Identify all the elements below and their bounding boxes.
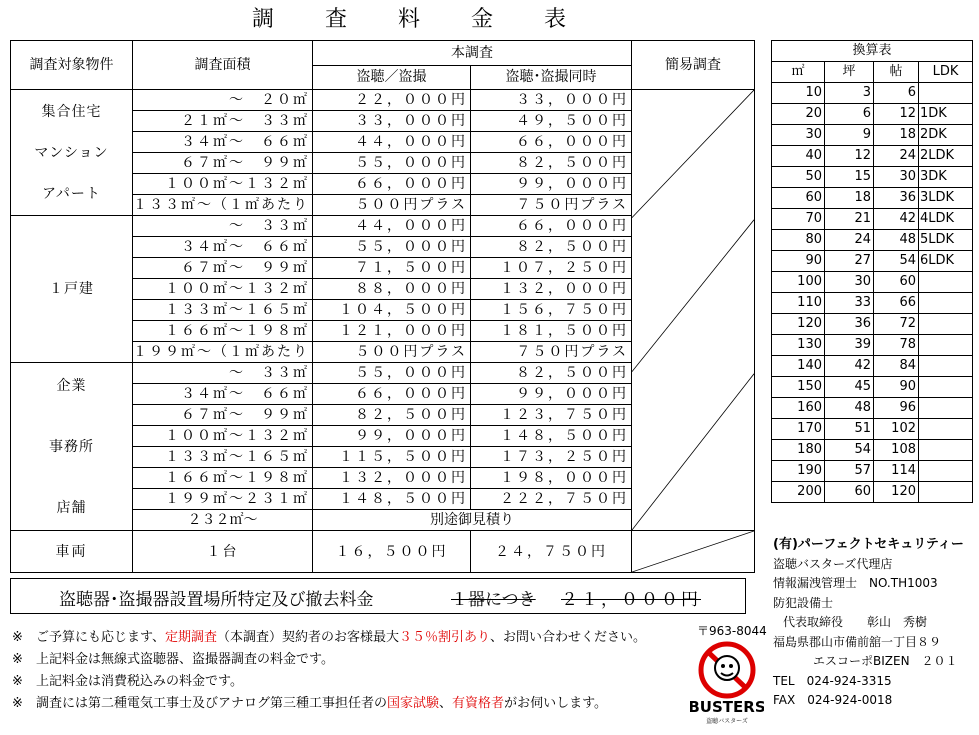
cell-price1: ２２，０００円	[313, 90, 471, 111]
notes	[12, 627, 646, 715]
cell-price2: ８２，５００円	[471, 363, 632, 384]
cell-price2: ７５０円プラス	[471, 342, 632, 363]
conversion-row	[772, 125, 973, 146]
note-2: ※ 上記料金は無線式盗聴器、盗撮器調査の料金です。	[12, 652, 334, 667]
conversion-cell: 200	[772, 482, 825, 503]
cell-area: ６７㎡～ ９９㎡	[133, 258, 313, 279]
conversion-cell: 21	[825, 209, 874, 230]
page-title: 調 査 料 金 表	[252, 7, 588, 32]
conversion-row	[772, 440, 973, 461]
cell-area: ３４㎡～ ６６㎡	[133, 132, 313, 153]
header-target: 調査対象物件	[11, 41, 133, 90]
table-row	[11, 90, 755, 111]
conversion-header: 帖	[874, 62, 919, 83]
conversion-cell: 2LDK	[919, 146, 973, 167]
conversion-cell: 3	[825, 83, 874, 104]
conversion-cell: 6	[825, 104, 874, 125]
conversion-cell	[919, 377, 973, 398]
cell-area: １６６㎡～１９８㎡	[133, 321, 313, 342]
conversion-cell: 108	[874, 440, 919, 461]
cell-price2: ９９，０００円	[471, 174, 632, 195]
cell-price2: ８２，５００円	[471, 237, 632, 258]
conversion-cell: 42	[874, 209, 919, 230]
cell-price2: １５６，７５０円	[471, 300, 632, 321]
cell-area: １００㎡～１３２㎡	[133, 279, 313, 300]
conversion-row	[772, 146, 973, 167]
conversion-cell: 30	[874, 167, 919, 188]
conversion-cell	[919, 272, 973, 293]
conversion-header: ㎡	[772, 62, 825, 83]
conversion-cell: 180	[772, 440, 825, 461]
cell-area: ６７㎡～ ９９㎡	[133, 153, 313, 174]
conversion-cell	[919, 314, 973, 335]
diagonal-line	[632, 90, 754, 530]
conversion-table	[771, 40, 973, 503]
category-cell	[11, 216, 133, 363]
cell-price2: ６６，０００円	[471, 132, 632, 153]
conversion-cell: 96	[874, 398, 919, 419]
conversion-cell: 140	[772, 356, 825, 377]
company-rep: 代表取締役 彰山 秀樹	[783, 615, 928, 629]
conversion-cell: 90	[772, 251, 825, 272]
vehicle-price2: ２４，７５０円	[471, 531, 632, 573]
category-label: アパート	[42, 185, 101, 202]
cell-price1: １３２，０００円	[313, 468, 471, 489]
cell-area: ３４㎡～ ６６㎡	[133, 237, 313, 258]
category-label: 事務所	[49, 438, 94, 455]
cell-price1: ６６，０００円	[313, 174, 471, 195]
conversion-cell: 5LDK	[919, 230, 973, 251]
conversion-row	[772, 482, 973, 503]
cell-price2: １４８，５００円	[471, 426, 632, 447]
cell-area: １００㎡～１３２㎡	[133, 426, 313, 447]
vehicle-price1: １６，５００円	[313, 531, 471, 573]
conversion-cell: 6	[874, 83, 919, 104]
cell-area: ２３２㎡～	[133, 510, 313, 531]
company-tel: TEL 024-924-3315	[773, 673, 892, 688]
removal-price: ２１，０００円	[561, 590, 701, 610]
cell-estimate: 別途御見積り	[313, 510, 632, 531]
cell-price1: １４８，５００円	[313, 489, 471, 510]
conversion-row	[772, 188, 973, 209]
cell-area: １９９㎡～２３１㎡	[133, 489, 313, 510]
conversion-cell	[919, 482, 973, 503]
conversion-cell: 70	[772, 209, 825, 230]
conversion-row	[772, 251, 973, 272]
conversion-header: 坪	[825, 62, 874, 83]
company-address1: 福島県郡山市備前舘一丁目８９	[773, 634, 942, 649]
category-label: 店舗	[56, 499, 87, 516]
conversion-row	[772, 83, 973, 104]
category-cell	[11, 363, 133, 531]
cell-price2: ４９，５００円	[471, 111, 632, 132]
postal-code: 〒963-8044	[697, 624, 767, 638]
conversion-cell: 48	[874, 230, 919, 251]
conversion-cell: 15	[825, 167, 874, 188]
cell-area: ６７㎡～ ９９㎡	[133, 405, 313, 426]
conversion-row	[772, 356, 973, 377]
cell-price2: １２３，７５０円	[471, 405, 632, 426]
conversion-cell: 42	[825, 356, 874, 377]
cell-area: ～ ３３㎡	[133, 216, 313, 237]
conversion-row	[772, 230, 973, 251]
conversion-cell: 80	[772, 230, 825, 251]
conversion-cell	[919, 356, 973, 377]
cell-price1: ５００円プラス	[313, 342, 471, 363]
conversion-cell: 54	[874, 251, 919, 272]
busters-logo	[690, 640, 764, 726]
header-main: 本調査	[313, 41, 632, 66]
conversion-row	[772, 461, 973, 482]
removal-label: 盗聴器･盗撮器設置場所特定及び撤去料金	[59, 590, 374, 610]
note-4: ※ 調査には第二種電気工事士及びアナログ第三種工事担任者の国家試験、有資格者がお伺いします。	[12, 696, 608, 711]
conversion-cell: 24	[874, 146, 919, 167]
conversion-cell: 110	[772, 293, 825, 314]
removal-fee-row	[10, 578, 746, 614]
cell-price1: ６６，０００円	[313, 384, 471, 405]
category-label: 集合住宅	[41, 103, 102, 120]
cell-price1: ７１，５００円	[313, 258, 471, 279]
cell-price2: ８２，５００円	[471, 153, 632, 174]
conversion-cell: 66	[874, 293, 919, 314]
cell-price1: １０４，５００円	[313, 300, 471, 321]
conversion-cell: 54	[825, 440, 874, 461]
cell-price1: ３３，０００円	[313, 111, 471, 132]
cell-price1: ９９，０００円	[313, 426, 471, 447]
conversion-row	[772, 398, 973, 419]
cell-area: １３３㎡～１６５㎡	[133, 447, 313, 468]
cell-price1: １１５，５００円	[313, 447, 471, 468]
conversion-cell: 120	[772, 314, 825, 335]
conversion-cell: 24	[825, 230, 874, 251]
logo-subtext: 盗聴バスターズ	[706, 718, 748, 725]
conversion-cell: 72	[874, 314, 919, 335]
category-cell	[11, 90, 133, 216]
header-sub1: 盗聴／盗撮	[313, 65, 471, 90]
conversion-cell: 190	[772, 461, 825, 482]
conversion-cell	[919, 440, 973, 461]
conversion-cell: 48	[825, 398, 874, 419]
conversion-cell	[919, 398, 973, 419]
cell-area: １３３㎡～１６５㎡	[133, 300, 313, 321]
cell-price1: ８８，０００円	[313, 279, 471, 300]
note-3: ※ 上記料金は消費税込みの料金です。	[12, 674, 243, 689]
removal-unit: １器につき	[451, 590, 536, 610]
cell-price2: ３３，０００円	[471, 90, 632, 111]
category-label: １戸建	[49, 281, 94, 297]
conversion-cell: 114	[874, 461, 919, 482]
conversion-cell	[919, 293, 973, 314]
cell-price2: ９９，０００円	[471, 384, 632, 405]
cell-price1: １２１，０００円	[313, 321, 471, 342]
cell-price1: ５５，０００円	[313, 363, 471, 384]
conversion-cell	[919, 461, 973, 482]
cell-price2: ６６，０００円	[471, 216, 632, 237]
cell-price1: ８２，５００円	[313, 405, 471, 426]
conversion-cell: 45	[825, 377, 874, 398]
conversion-cell: 100	[772, 272, 825, 293]
conversion-cell: 9	[825, 125, 874, 146]
cell-area: ３４㎡～ ６６㎡	[133, 384, 313, 405]
conversion-row	[772, 419, 973, 440]
price-table	[10, 40, 755, 573]
conversion-cell: 10	[772, 83, 825, 104]
cell-price2: ７５０円プラス	[471, 195, 632, 216]
conversion-cell: 78	[874, 335, 919, 356]
conversion-cell: 39	[825, 335, 874, 356]
conversion-cell: 90	[874, 377, 919, 398]
cell-price1: ４４，０００円	[313, 132, 471, 153]
cell-price1: ５５，０００円	[313, 153, 471, 174]
logo-text: BUSTERS	[690, 698, 764, 716]
conversion-cell: 2DK	[919, 125, 973, 146]
cell-price2: １９８，０００円	[471, 468, 632, 489]
header-sub2: 盗聴･盗撮同時	[471, 65, 632, 90]
conversion-cell: 18	[825, 188, 874, 209]
conversion-cell: 30	[825, 272, 874, 293]
company-cert: 防犯設備士	[773, 595, 834, 610]
conversion-cell: 120	[874, 482, 919, 503]
cell-price2: １３２，０００円	[471, 279, 632, 300]
header-simple: 簡易調査	[632, 41, 755, 90]
conversion-cell: 50	[772, 167, 825, 188]
vehicle-label: 車両	[11, 531, 133, 573]
conversion-cell: 102	[874, 419, 919, 440]
cell-area: ～ ３３㎡	[133, 363, 313, 384]
category-label: マンション	[34, 144, 109, 161]
conversion-cell: 12	[874, 104, 919, 125]
conversion-cell	[919, 335, 973, 356]
conversion-cell: 3DK	[919, 167, 973, 188]
conversion-cell: 40	[772, 146, 825, 167]
company-agency: 盗聴バスターズ代理店	[773, 556, 893, 571]
conversion-row	[772, 377, 973, 398]
cell-price1: ５５，０００円	[313, 237, 471, 258]
conversion-cell: 33	[825, 293, 874, 314]
conversion-cell: 20	[772, 104, 825, 125]
conversion-cell: 4LDK	[919, 209, 973, 230]
diagonal-line	[632, 531, 754, 572]
vehicle-simple-cell	[632, 531, 755, 573]
cell-area: ２１㎡～ ３３㎡	[133, 111, 313, 132]
cell-price1: ５００円プラス	[313, 195, 471, 216]
conversion-cell: 60	[825, 482, 874, 503]
conversion-row	[772, 293, 973, 314]
conversion-cell: 60	[772, 188, 825, 209]
cell-area: １３３㎡～（１㎡あたり	[133, 195, 313, 216]
conversion-cell: 3LDK	[919, 188, 973, 209]
conversion-row	[772, 104, 973, 125]
conversion-row	[772, 272, 973, 293]
company-info	[773, 535, 964, 711]
conversion-cell: 60	[874, 272, 919, 293]
conversion-cell: 170	[772, 419, 825, 440]
conversion-cell	[919, 419, 973, 440]
simple-survey-cell	[632, 90, 755, 531]
cell-area: １６６㎡～１９８㎡	[133, 468, 313, 489]
conversion-cell: 36	[825, 314, 874, 335]
conversion-cell: 130	[772, 335, 825, 356]
conversion-row	[772, 335, 973, 356]
cell-price2: １７３，２５０円	[471, 447, 632, 468]
company-address2: エスコーポBIZEN ２０１	[813, 654, 958, 668]
cell-price2: ２２２，７５０円	[471, 489, 632, 510]
conversion-cell: 84	[874, 356, 919, 377]
conversion-row	[772, 209, 973, 230]
cell-price2: １８１，５００円	[471, 321, 632, 342]
vehicle-row	[11, 531, 755, 573]
cell-price1: ４４，０００円	[313, 216, 471, 237]
cell-area: １００㎡～１３２㎡	[133, 174, 313, 195]
conversion-cell: 51	[825, 419, 874, 440]
company-license: 情報漏洩管理士 NO.TH1003	[773, 576, 938, 590]
conversion-row	[772, 314, 973, 335]
conversion-cell: 30	[772, 125, 825, 146]
conversion-cell: 12	[825, 146, 874, 167]
conversion-title: 換算表	[772, 41, 973, 62]
conversion-cell: 18	[874, 125, 919, 146]
conversion-row	[772, 167, 973, 188]
conversion-cell: 57	[825, 461, 874, 482]
vehicle-area: １台	[133, 531, 313, 573]
cell-price2: １０７，２５０円	[471, 258, 632, 279]
cell-area: １９９㎡～（１㎡あたり	[133, 342, 313, 363]
conversion-header: LDK	[919, 62, 973, 83]
note-1: ※ ご予算にも応じます、定期調査（本調査）契約者のお客様最大３５％割引あり、お問い合わせください。	[12, 630, 647, 645]
conversion-cell: 150	[772, 377, 825, 398]
conversion-cell: 36	[874, 188, 919, 209]
category-label: 企業	[56, 377, 87, 394]
conversion-cell	[919, 83, 973, 104]
company-name: (有)パーフェクトセキュリティー	[773, 537, 964, 552]
conversion-cell: 6LDK	[919, 251, 973, 272]
conversion-cell: 160	[772, 398, 825, 419]
company-fax: FAX 024-924-0018	[773, 693, 893, 707]
conversion-cell: 27	[825, 251, 874, 272]
header-area: 調査面積	[133, 41, 313, 90]
cell-area: ～ ２０㎡	[133, 90, 313, 111]
conversion-cell: 1DK	[919, 104, 973, 125]
